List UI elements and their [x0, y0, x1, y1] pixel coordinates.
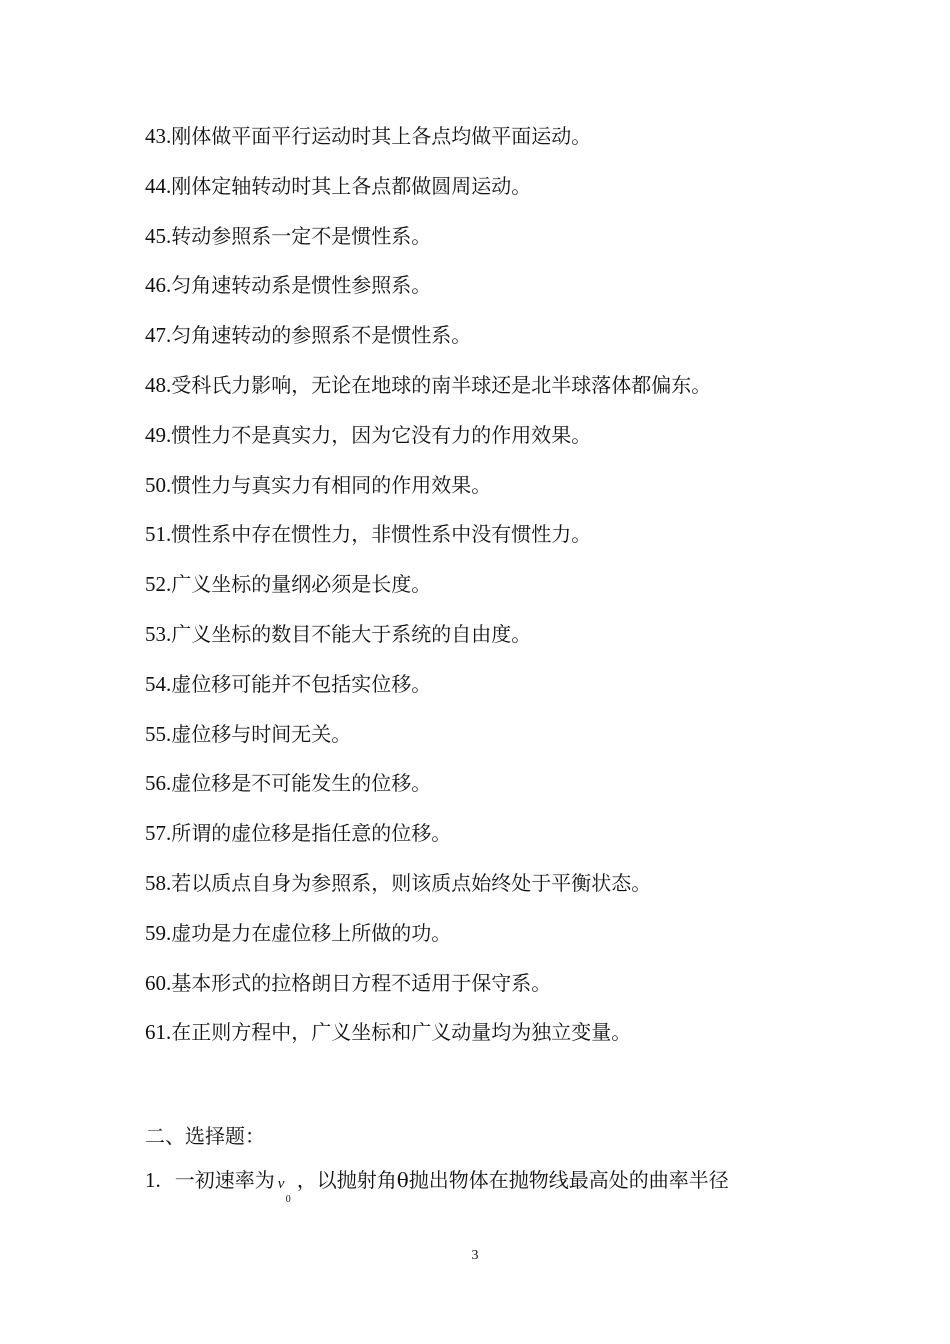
statement-item	[145, 815, 711, 865]
question-text-before: 一初速率为	[174, 1168, 275, 1192]
statement-text: 虚位移与时间无关。	[171, 721, 352, 746]
variable-subscript: 0	[285, 1194, 291, 1205]
statement-item	[145, 566, 711, 616]
statement-item	[145, 417, 711, 467]
statement-item	[145, 1014, 711, 1064]
statement-text: 基本形式的拉格朗日方程不适用于保守系。	[171, 970, 552, 995]
initial-speed-variable	[275, 1162, 297, 1205]
statement-item	[145, 765, 711, 815]
statement-item	[145, 118, 711, 168]
statement-text: 所谓的虚位移是指任意的位移。	[171, 821, 452, 846]
statement-text: 广义坐标的量纲必须是长度。	[171, 572, 432, 597]
variable-symbol: v	[277, 1176, 285, 1192]
statement-number: 46.	[145, 273, 172, 298]
question-number: 1.	[145, 1168, 161, 1192]
statement-item	[145, 218, 711, 268]
section-heading: 二、选择题：	[145, 1124, 265, 1148]
statement-text: 转动参照系一定不是惯性系。	[171, 223, 432, 248]
statement-number: 58.	[145, 870, 172, 895]
statement-item	[145, 716, 711, 766]
statement-text: 惯性力不是真实力，因为它没有力的作用效果。	[171, 422, 592, 447]
statement-number: 50.	[145, 472, 172, 497]
statement-item	[145, 616, 711, 666]
statement-item	[145, 168, 711, 218]
statement-number: 56.	[145, 771, 172, 796]
statement-number: 45.	[145, 223, 172, 248]
statement-number: 53.	[145, 621, 172, 646]
statement-number: 44.	[145, 173, 172, 198]
statement-item	[145, 467, 711, 517]
statement-item	[145, 965, 711, 1015]
statement-item	[145, 367, 711, 417]
statement-number: 57.	[145, 821, 172, 846]
statement-number: 61.	[145, 1020, 172, 1045]
statement-number: 55.	[145, 721, 172, 746]
true-false-statement-list	[145, 118, 711, 1064]
statement-text: 刚体做平面平行运动时其上各点均做平面运动。	[171, 124, 592, 148]
statement-text: 广义坐标的数目不能大于系统的自由度。	[171, 621, 532, 646]
statement-number: 43.	[145, 124, 172, 148]
statement-item	[145, 267, 711, 317]
statement-item	[145, 915, 711, 965]
statement-item	[145, 666, 711, 716]
statement-number: 52.	[145, 572, 172, 597]
statement-text: 惯性力与真实力有相同的作用效果。	[171, 472, 492, 497]
statement-number: 59.	[145, 920, 172, 945]
statement-number: 51.	[145, 522, 172, 547]
statement-text: 虚位移可能并不包括实位移。	[171, 671, 432, 696]
statement-text: 匀角速转动系是惯性参照系。	[171, 273, 432, 298]
statement-text: 虚功是力在虚位移上所做的功。	[171, 920, 452, 945]
statement-item	[145, 865, 711, 915]
question-text-after: ，以抛射角θ抛出物体在抛物线最高处的曲率半径	[296, 1168, 729, 1192]
statement-number: 48.	[145, 372, 172, 397]
statement-text: 惯性系中存在惯性力，非惯性系中没有惯性力。	[171, 522, 592, 547]
statement-number: 47.	[145, 323, 172, 348]
statement-item	[145, 516, 711, 566]
statement-text: 虚位移是不可能发生的位移。	[171, 771, 432, 796]
statement-number: 49.	[145, 422, 172, 447]
statement-item	[145, 317, 711, 367]
statement-text: 若以质点自身为参照系，则该质点始终处于平衡状态。	[171, 870, 652, 895]
statement-text: 受科氏力影响，无论在地球的南半球还是北半球落体都偏东。	[171, 372, 712, 397]
statement-text: 在正则方程中，广义坐标和广义动量均为独立变量。	[171, 1020, 632, 1045]
page-number: 3	[471, 1248, 479, 1263]
choice-question	[145, 1162, 729, 1205]
statement-number: 60.	[145, 970, 172, 995]
statement-text: 刚体定轴转动时其上各点都做圆周运动。	[171, 173, 532, 198]
statement-text: 匀角速转动的参照系不是惯性系。	[171, 323, 472, 348]
statement-number: 54.	[145, 671, 172, 696]
